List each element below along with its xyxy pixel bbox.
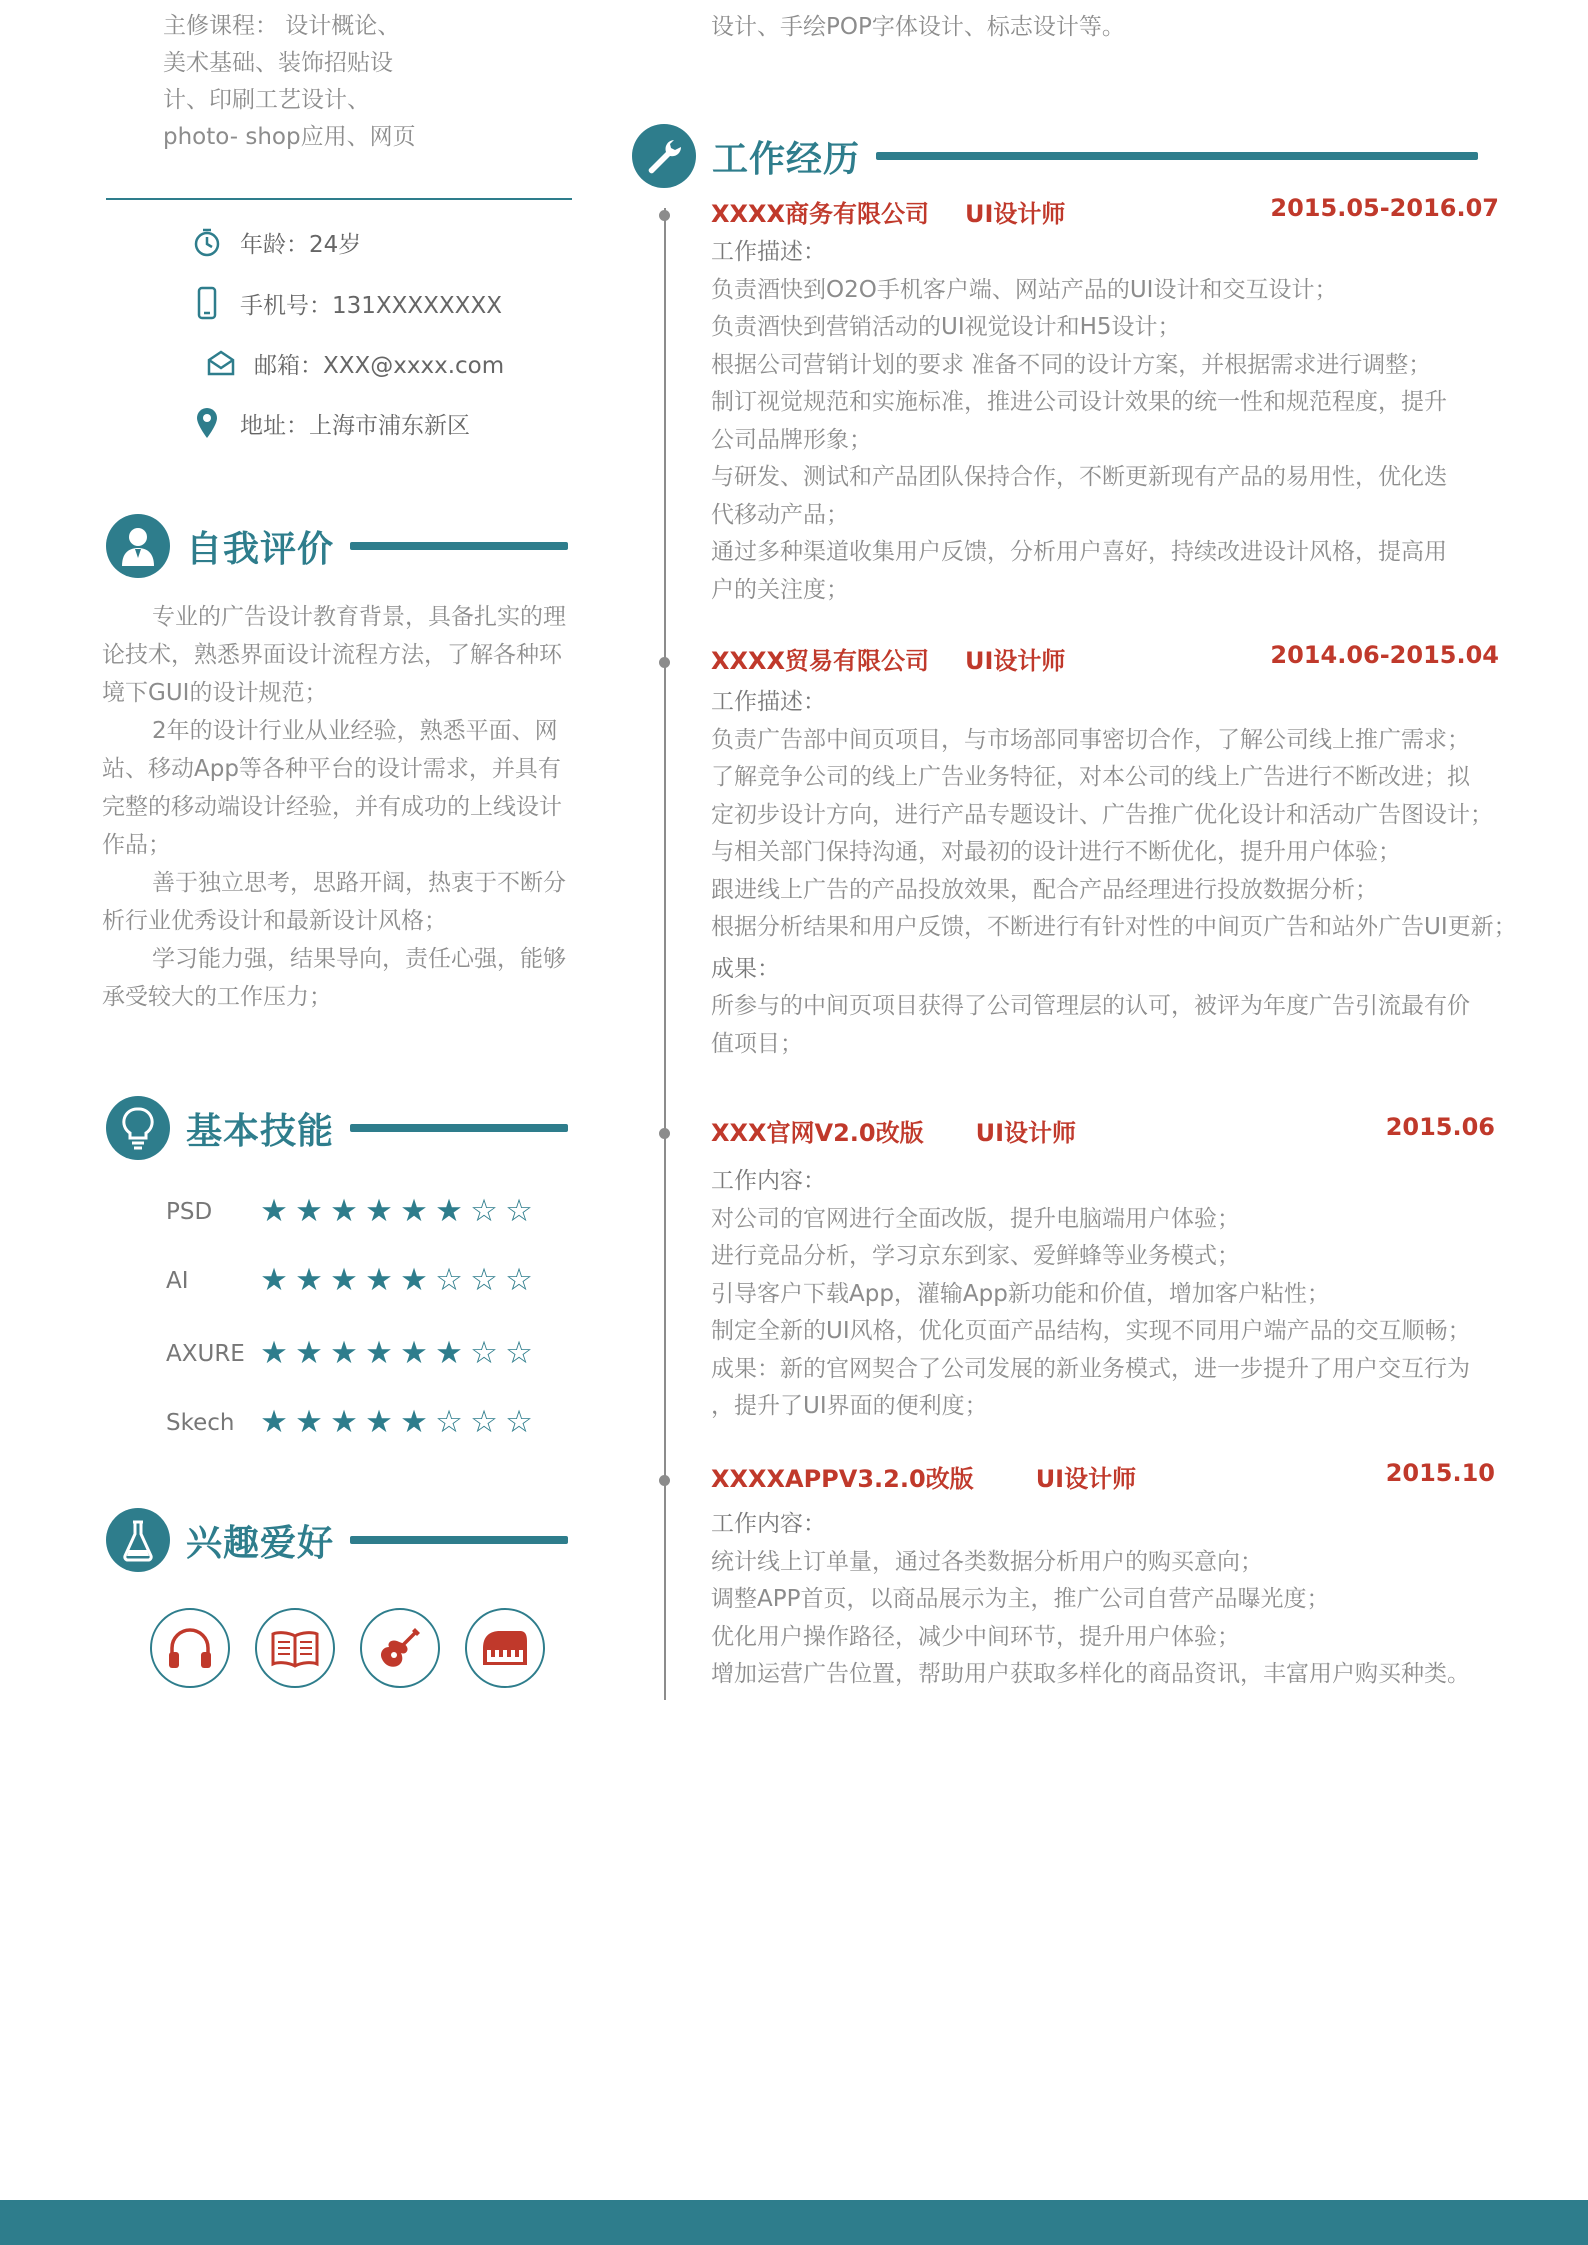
description-line: 公司品牌形象； xyxy=(711,426,872,453)
filled-star-icon: ★ xyxy=(295,1193,323,1229)
filled-star-icon: ★ xyxy=(365,1404,393,1440)
skill-rating xyxy=(258,1193,538,1229)
job-date: 2014.06-2015.04 xyxy=(1270,641,1499,669)
job-description xyxy=(711,1506,1551,1694)
flask-icon xyxy=(106,1508,170,1572)
filled-star-icon: ★ xyxy=(365,1262,393,1298)
description-line: 根据分析结果和用户反馈，不断进行有针对性的中间页广告和站外广告UI更新； xyxy=(711,914,1517,940)
footer-bar xyxy=(0,2200,1588,2245)
description-line: 与研发、测试和产品团队保持合作，不断更新现有产品的易用性，优化迭 xyxy=(711,464,1447,490)
section-title: 自我评价 xyxy=(186,528,335,570)
description-line: 成果：新的官网契合了公司发展的新业务模式，进一步提升了用户交互行为 xyxy=(711,1355,1470,1382)
skills-header xyxy=(106,1096,568,1160)
filled-star-icon: ★ xyxy=(400,1262,428,1298)
description-line: 户的关注度； xyxy=(711,576,849,603)
skill-rating xyxy=(258,1262,538,1298)
eval-paragraph: 2年的设计行业从业经验，熟悉平面、网站、移动App等各种平台的设计需求，并具有完整的移动端设计经验，并有成功的上线设计作品； xyxy=(102,718,562,858)
description-label: 工作内容： xyxy=(711,1168,826,1194)
description-line: 制定全新的UI风格，优化页面产品结构，实现不同用户端产品的交互顺畅； xyxy=(711,1318,1471,1344)
phone-icon xyxy=(190,286,224,320)
description-line: 制订视觉规范和实施标准，推进公司设计效果的统一性和规范程度，提升 xyxy=(711,389,1447,415)
email-text: 邮箱：XXX@xxxx.com xyxy=(254,352,505,379)
filled-star-icon: ★ xyxy=(295,1262,323,1298)
section-title: 兴趣爱好 xyxy=(186,1522,335,1564)
description-line: 根据公司营销计划的要求 准备不同的设计方案，并根据需求进行调整； xyxy=(711,351,1432,378)
piano-icon xyxy=(465,1608,545,1688)
company-name: XXXX贸易有限公司 xyxy=(711,647,930,675)
skill-row xyxy=(166,1193,538,1229)
filled-star-icon: ★ xyxy=(435,1193,463,1229)
empty-star-icon: ☆ xyxy=(505,1404,533,1440)
course-line: 美术基础、装饰招贴设 xyxy=(163,50,393,76)
book-icon xyxy=(255,1608,335,1688)
result-line: 所参与的中间页项目获得了公司管理层的认可，被评为年度广告引流最有价 xyxy=(711,993,1470,1019)
description-line: 负责酒快到O2O手机客户端、网站产品的UI设计和交互设计； xyxy=(711,276,1338,303)
empty-star-icon: ☆ xyxy=(505,1335,533,1371)
headphones-icon xyxy=(150,1608,230,1688)
company-name: XXXXAPPV3.2.0改版 xyxy=(711,1465,974,1493)
title-bar xyxy=(876,152,1478,160)
skill-name: AI xyxy=(166,1267,189,1294)
result-label: 成果： xyxy=(711,955,780,982)
course-list xyxy=(163,8,433,156)
age-text: 年龄：24岁 xyxy=(240,231,362,258)
eval-paragraph: 善于独立思考，思路开阔，热衷于不断分析行业优秀设计和最新设计风格； xyxy=(102,870,566,934)
description-line: 增加运营广告位置，帮助用户获取多样化的商品资讯，丰富用户购买种类。 xyxy=(711,1661,1470,1687)
job-description xyxy=(711,684,1551,1063)
course-continuation: 设计、手绘POP字体设计、标志设计等。 xyxy=(711,14,1125,40)
description-label: 工作内容： xyxy=(711,1511,826,1537)
job-header xyxy=(711,194,1499,229)
description-line: 调整APP首页，以商品展示为主，推广公司自营产品曝光度； xyxy=(711,1586,1330,1612)
description-label: 工作描述： xyxy=(711,689,826,715)
timeline-dot xyxy=(659,1475,670,1486)
description-line: 负责广告部中间页项目，与市场部同事密切合作，了解公司线上推广需求； xyxy=(711,726,1470,753)
empty-star-icon: ☆ xyxy=(470,1193,498,1229)
clock-icon xyxy=(190,225,224,259)
filled-star-icon: ★ xyxy=(400,1335,428,1371)
empty-star-icon: ☆ xyxy=(470,1404,498,1440)
filled-star-icon: ★ xyxy=(260,1335,288,1371)
work-header xyxy=(632,124,1478,188)
job-description xyxy=(711,234,1551,609)
skill-row xyxy=(166,1335,538,1371)
description-line: 引导客户下载App，灌输App新功能和价值，增加客户粘性； xyxy=(711,1280,1330,1307)
skill-name: AXURE xyxy=(166,1340,245,1367)
result-line: 值项目； xyxy=(711,1030,803,1057)
course-line: 计、印刷工艺设计、 xyxy=(163,87,370,113)
eval-paragraph: 专业的广告设计教育背景，具备扎实的理论技术，熟悉界面设计流程方法，了解各种环境下GUI的设计规范； xyxy=(102,604,566,706)
filled-star-icon: ★ xyxy=(330,1262,358,1298)
job-role: UI设计师 xyxy=(1035,1465,1137,1493)
description-line: 负责酒快到营销活动的UI视觉设计和H5设计； xyxy=(711,314,1181,340)
filled-star-icon: ★ xyxy=(260,1404,288,1440)
skill-row xyxy=(166,1404,538,1440)
contact-email xyxy=(204,346,504,380)
course-line: 主修课程： 设计概论、 xyxy=(163,13,401,39)
filled-star-icon: ★ xyxy=(330,1193,358,1229)
description-line: ，提升了UI界面的便利度； xyxy=(711,1393,988,1419)
description-label: 工作描述： xyxy=(711,239,826,265)
email-icon xyxy=(204,346,238,380)
filled-star-icon: ★ xyxy=(400,1193,428,1229)
title-bar xyxy=(350,1536,568,1544)
self-eval-text xyxy=(102,598,572,1016)
filled-star-icon: ★ xyxy=(260,1193,288,1229)
timeline-dot xyxy=(659,657,670,668)
empty-star-icon: ☆ xyxy=(470,1335,498,1371)
section-title: 基本技能 xyxy=(186,1110,335,1152)
company-name: XXX官网V2.0改版 xyxy=(711,1119,924,1147)
filled-star-icon: ★ xyxy=(295,1404,323,1440)
phone-text: 手机号：131XXXXXXXX xyxy=(240,292,502,319)
job-date: 2015.10 xyxy=(1385,1459,1495,1487)
filled-star-icon: ★ xyxy=(330,1335,358,1371)
filled-star-icon: ★ xyxy=(435,1335,463,1371)
filled-star-icon: ★ xyxy=(365,1335,393,1371)
job-date: 2015.05-2016.07 xyxy=(1270,194,1499,222)
description-line: 定初步设计方向，进行产品专题设计、广告推广优化设计和活动广告图设计； xyxy=(711,801,1493,828)
contact-age xyxy=(190,225,361,259)
description-line: 代移动产品； xyxy=(711,501,849,528)
job-role: UI设计师 xyxy=(975,1119,1077,1147)
timeline-dot xyxy=(659,210,670,221)
description-line: 进行竞品分析，学习京东到家、爱鲜蜂等业务模式； xyxy=(711,1243,1240,1269)
job-role: UI设计师 xyxy=(965,200,1066,228)
timeline-dot xyxy=(659,1128,670,1139)
description-line: 统计线上订单量，通过各类数据分析用户的购买意向； xyxy=(711,1548,1263,1575)
skill-rating xyxy=(258,1335,538,1371)
job-header xyxy=(711,1113,1495,1148)
contact-phone xyxy=(190,286,502,320)
address-text: 地址：上海市浦东新区 xyxy=(240,412,470,439)
eval-paragraph: 学习能力强，结果导向，责任心强，能够承受较大的工作压力； xyxy=(102,946,566,1010)
self-eval-header xyxy=(106,514,568,578)
description-line: 对公司的官网进行全面改版，提升电脑端用户体验； xyxy=(711,1205,1240,1232)
job-header xyxy=(711,641,1499,676)
skill-name: Skech xyxy=(166,1409,235,1436)
section-title: 工作经历 xyxy=(712,138,861,180)
empty-star-icon: ☆ xyxy=(505,1193,533,1229)
location-pin-icon xyxy=(190,406,224,440)
job-header xyxy=(711,1459,1495,1494)
skill-name: PSD xyxy=(166,1198,213,1225)
description-line: 优化用户操作路径，减少中间环节，提升用户体验； xyxy=(711,1623,1240,1650)
skill-row xyxy=(166,1262,538,1298)
contact-address xyxy=(190,406,470,440)
description-line: 了解竞争公司的线上广告业务特征，对本公司的线上广告进行不断改进；拟 xyxy=(711,764,1470,790)
job-description xyxy=(711,1163,1551,1426)
filled-star-icon: ★ xyxy=(260,1262,288,1298)
title-bar xyxy=(350,542,568,550)
filled-star-icon: ★ xyxy=(295,1335,323,1371)
skill-rating xyxy=(258,1404,538,1440)
empty-star-icon: ☆ xyxy=(505,1262,533,1298)
person-icon xyxy=(106,514,170,578)
wrench-icon xyxy=(632,124,696,188)
filled-star-icon: ★ xyxy=(400,1404,428,1440)
job-date: 2015.06 xyxy=(1385,1113,1495,1141)
job-role: UI设计师 xyxy=(965,647,1066,675)
filled-star-icon: ★ xyxy=(330,1404,358,1440)
description-line: 通过多种渠道收集用户反馈，分析用户喜好，持续改进设计风格，提高用 xyxy=(711,539,1447,565)
title-bar xyxy=(350,1124,568,1132)
divider xyxy=(106,198,572,200)
description-line: 跟进线上广告的产品投放效果，配合产品经理进行投放数据分析； xyxy=(711,876,1378,903)
hobbies-header xyxy=(106,1508,568,1572)
company-name: XXXX商务有限公司 xyxy=(711,200,930,228)
guitar-icon xyxy=(360,1608,440,1688)
lightbulb-icon xyxy=(106,1096,170,1160)
description-line: 与相关部门保持沟通，对最初的设计进行不断优化，提升用户体验； xyxy=(711,839,1401,865)
course-line: photo- shop应用、网页 xyxy=(163,124,416,150)
filled-star-icon: ★ xyxy=(365,1193,393,1229)
empty-star-icon: ☆ xyxy=(435,1404,463,1440)
empty-star-icon: ☆ xyxy=(470,1262,498,1298)
empty-star-icon: ☆ xyxy=(435,1262,463,1298)
